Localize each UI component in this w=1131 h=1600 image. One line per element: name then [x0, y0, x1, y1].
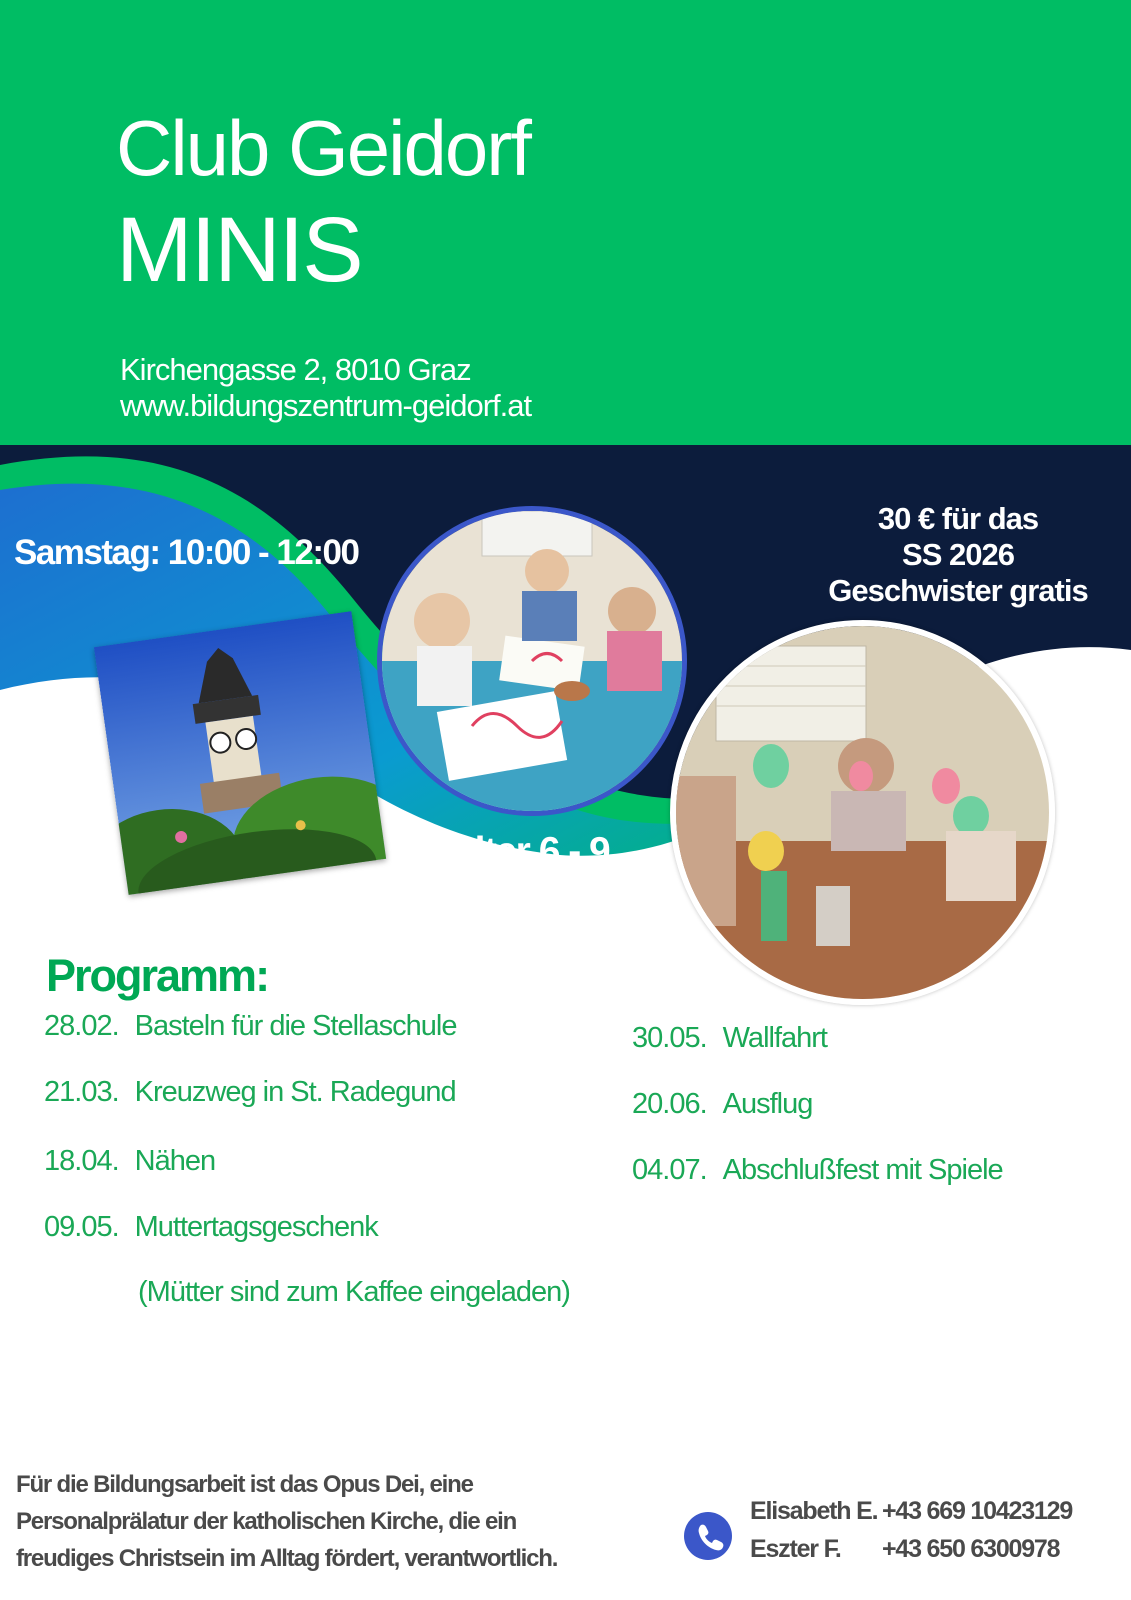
club-title: Club Geidorf [116, 104, 530, 192]
program-date: 20.06. [632, 1088, 707, 1120]
club-subtitle: MINIS [116, 199, 362, 301]
program-item [632, 1154, 1003, 1187]
program-date: 30.05. [632, 1022, 707, 1054]
footer-disclaimer [16, 1466, 656, 1577]
contact-phone[interactable]: +43 669 10423129 [882, 1497, 1073, 1525]
program-date: 18.04. [44, 1145, 119, 1177]
program-title: Programm: [46, 950, 269, 1001]
program-text: Basteln für die Stellaschule [134, 1010, 457, 1042]
kids-painting-photo [377, 506, 687, 816]
program-text: Nähen [134, 1145, 216, 1177]
phone-icon[interactable] [684, 1512, 732, 1560]
program-text: Kreuzweg in St. Radegund [134, 1076, 456, 1108]
price-line-2: SS 2026 [902, 537, 1014, 572]
address: Kirchengasse 2, 8010 Graz [120, 352, 471, 387]
footer-line-2: Personalprälatur der katholischen Kirche, die ein [16, 1508, 517, 1535]
program-text: Muttertagsgeschenk [134, 1211, 378, 1243]
program-item [44, 1076, 456, 1109]
kids-balloons-photo [670, 620, 1055, 1005]
program-item [44, 1211, 378, 1244]
contact-phone[interactable]: +43 650 6300978 [882, 1535, 1060, 1563]
program-date: 28.02. [44, 1010, 119, 1042]
website-link[interactable]: www.bildungszentrum-geidorf.at [120, 388, 532, 423]
program-date: 09.05. [44, 1211, 119, 1243]
program-item [44, 1010, 456, 1043]
program-date: 04.07. [632, 1154, 707, 1186]
program-note: (Mütter sind zum Kaffee eingeladen) [138, 1276, 570, 1308]
program-item [44, 1145, 215, 1178]
clock-tower-photo [94, 611, 386, 895]
program-text: Ausflug [722, 1088, 813, 1120]
program-text: Abschlußfest mit Spiele [722, 1154, 1003, 1186]
program-date: 21.03. [44, 1076, 119, 1108]
price-line-3: Geschwister gratis [828, 573, 1088, 608]
program-item [632, 1022, 827, 1055]
contact-name: Elisabeth E. [750, 1497, 878, 1525]
footer-line-1: Für die Bildungsarbeit ist das Opus Dei, eine [16, 1471, 473, 1498]
footer-line-3: freudiges Christsein im Alltag fördert, verantwortlich. [16, 1545, 558, 1572]
contact-name: Eszter F. [750, 1535, 841, 1563]
age-label: Alter 6 - 9 [448, 830, 610, 873]
program-item [632, 1088, 812, 1121]
price-box [808, 501, 1108, 609]
program-text: Wallfahrt [722, 1022, 827, 1054]
price-line-1: 30 € für das [877, 501, 1039, 536]
time-label: Samstag: 10:00 - 12:00 [14, 533, 359, 572]
